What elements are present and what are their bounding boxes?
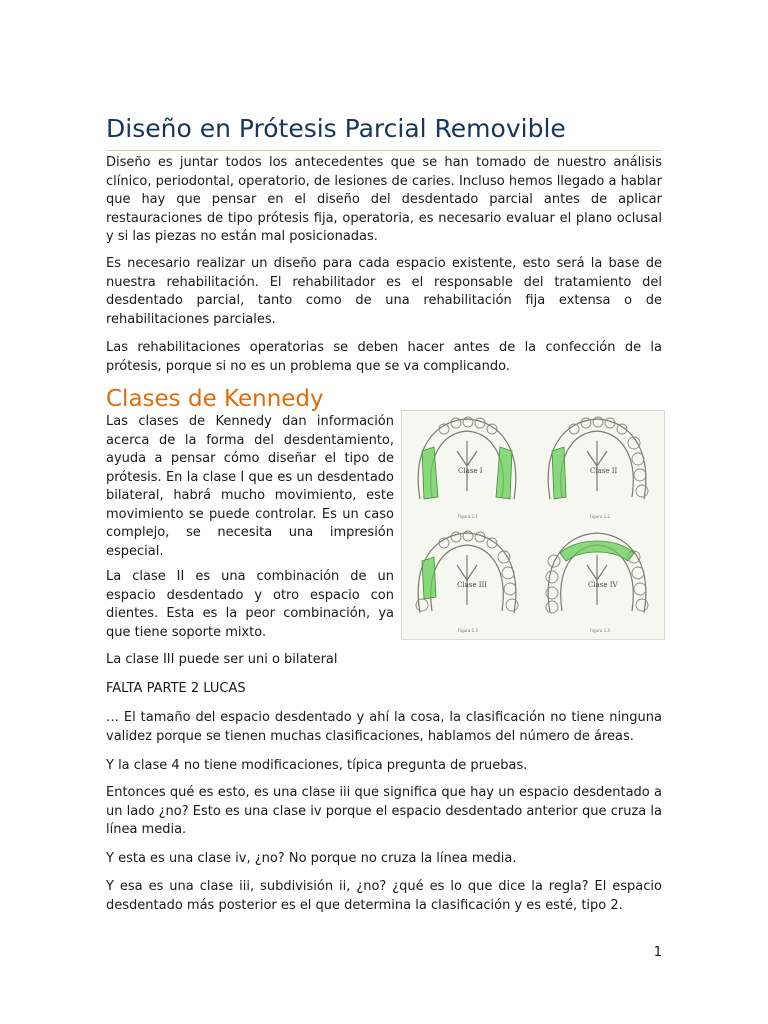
kennedy-arches-illustration — [402, 411, 664, 639]
panel-label-2: Clase II — [590, 467, 618, 475]
kennedy-paragraph-1: Las clases de Kennedy dan información acerca de la forma del desdentamiento, ayuda a pensar cómo diseñar el tipo de prótesis. En la clase I que es un desdentado bilateral, habrá mucho movimiento, este movimiento se puede controlar. Es un caso complejo, se necesita una impresión especial. — [106, 414, 394, 559]
page-title: Diseño en Prótesis Parcial Removible — [106, 112, 662, 151]
body-paragraph-1: La clase III puede ser uni o bilateral — [106, 652, 338, 667]
figure-caption-2: Figura 1.2 — [590, 514, 610, 519]
intro-paragraph-3: Las rehabilitaciones operatorias se deben hacer antes de la confección de la prótesis, porque si no es un problema que se va complicando. — [106, 340, 662, 374]
body-paragraph-3: … El tamaño del espacio desdentado y ahí la cosa, la clasificación no tiene ninguna validez porque se tienen muchas clasificaciones, hablamos del número de áreas. — [106, 710, 662, 744]
intro-paragraph-2: Es necesario realizar un diseño para cada espacio existente, esto será la base de nuestra rehabilitación. El rehabilitador es el responsable del tratamiento del desdentado parcial, tanto como de una rehabilitación fija extensa o de rehabilitaciones parciales. — [106, 256, 662, 327]
body-paragraph-5: Entonces qué es esto, es una clase iii que significa que hay un espacio desdentado a un lado ¿no? Esto es una clase iv porque el espacio desdentado anterior que cruza la línea media. — [106, 785, 662, 837]
body-paragraph-7: Y esa es una clase iii, subdivisión ii, ¿no? ¿qué es lo que dice la regla? El espacio desdentado más posterior es el que determina la clasificación y es esté, tipo 2. — [106, 879, 662, 913]
panel-label-4: Clase IV — [588, 581, 618, 589]
section-heading-kennedy: Clases de Kennedy — [106, 386, 324, 412]
kennedy-paragraph-2: La clase II es una combinación de un espacio desdentado y otro espacio con dientes. Esta es la peor combinación, ya que tiene soporte mixto. — [106, 569, 394, 640]
figure-caption-3: Figura 1.3 — [458, 628, 478, 633]
panel-label-3: Clase III — [457, 581, 488, 589]
figure-caption-1: Figura 1.1 — [458, 514, 478, 519]
kennedy-classes-figure — [401, 410, 665, 640]
intro-paragraph-1: Diseño es juntar todos los antecedentes que se han tomado de nuestro análisis clínico, periodontal, operatorio, de lesiones de caries. Incluso hemos llegado a hablar que hay que pensar en el diseño del desdentado parcial antes de aplicar restauraciones de tipo prótesis fija, operatoria, es necesario evaluar el plano oclusal y si las piezas no están mal posicionadas. — [106, 155, 662, 244]
page-number: 1 — [653, 945, 662, 960]
panel-label-1: Clase I — [458, 467, 483, 475]
body-paragraph-4: Y la clase 4 no tiene modificaciones, típica pregunta de pruebas. — [106, 758, 528, 773]
figure-caption-4: Figura 1.4 — [590, 628, 610, 633]
body-paragraph-6: Y esta es una clase iv, ¿no? No porque no cruza la línea media. — [106, 851, 517, 866]
body-paragraph-2: FALTA PARTE 2 LUCAS — [106, 681, 246, 696]
